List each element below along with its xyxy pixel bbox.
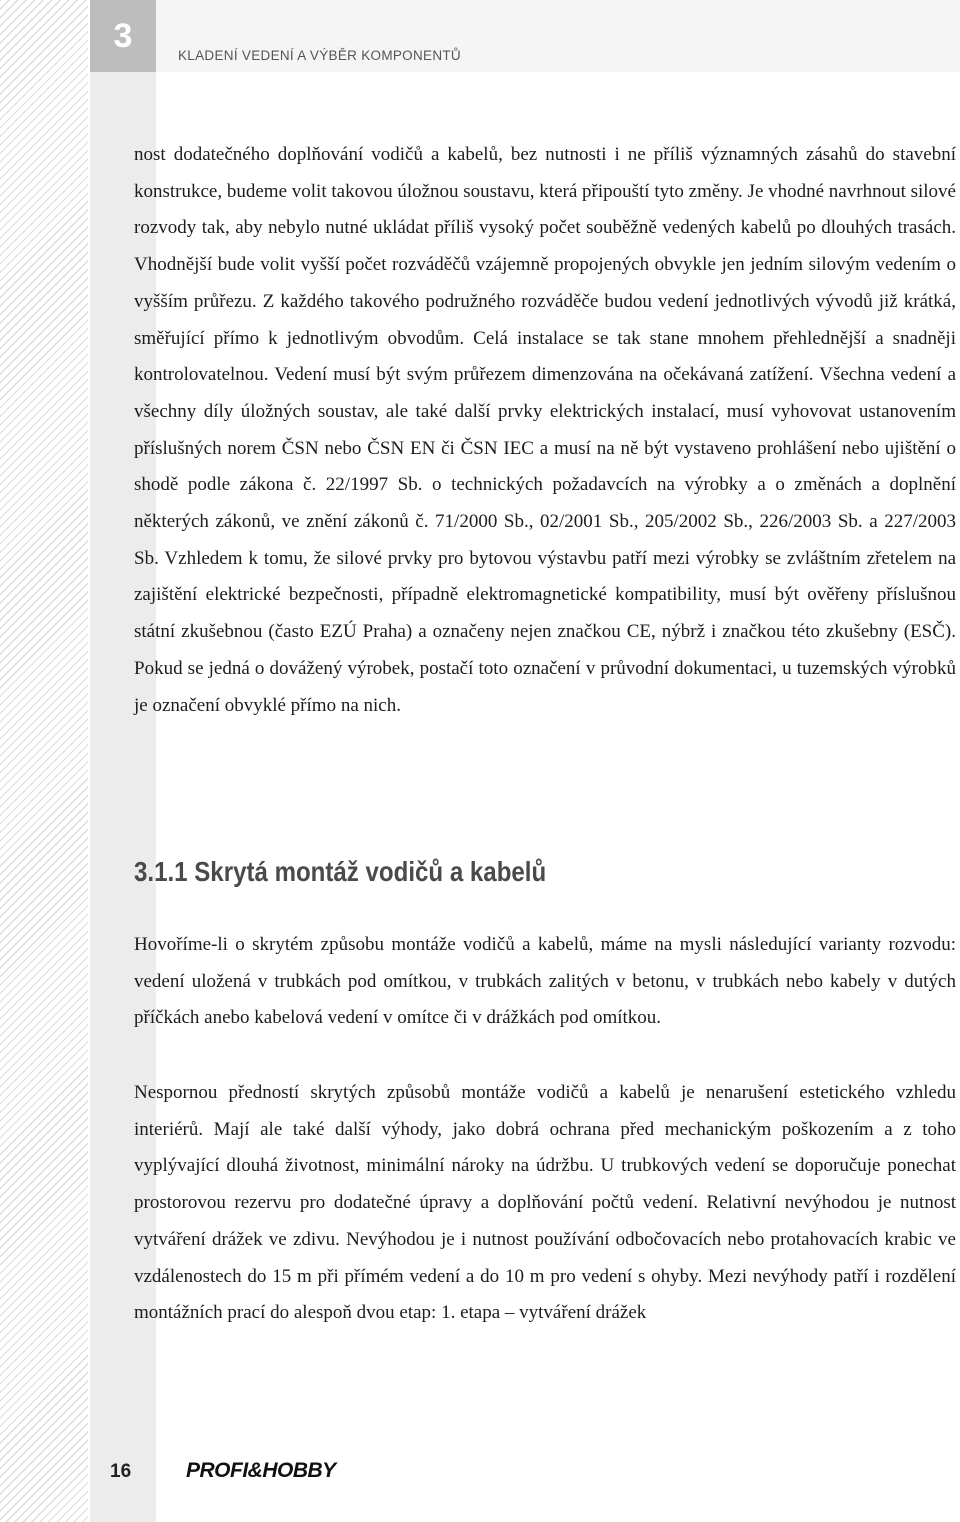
paragraph-2: Hovoříme-li o skrytém způsobu montáže vodičů a kabelů, máme na mysli následující varianty rozvodu: vedení uložená v trubkách pod omítkou, v trubkách zalitých v betonu, v trubkách nebo kabely v dutých příčkách anebo kabelová vedení v omítce či v drážkách pod omítkou. [134,934,956,1029]
page-number: 16 [110,1461,132,1482]
chapter-number: 3 [90,0,156,72]
decorative-stripe [0,0,88,1522]
paragraph-3: Nespornou předností skrytých způsobů montáže vodičů a kabelů je nenarušení estetického vzhledu interiérů. Mají ale také další výhody, jako dobrá ochrana před mechanickým poškozením a z toho vyplývající dlouhá životnost, minimální nároky na údržbu. U trubkových vedení se doporučuje ponechat prostorovou rezervu pro dodatečné úpravy a doplňování počtů vedení. Relativní nevýhodou je nutnost vytváření drážek ve zdivu. Nevýhodou je i nutnost používání odbočovacích nebo protahovacích krabic ve vzdálenostech do 15 m při přímém vedení a do 10 m pro vedení s ohyby. Mezi nevýhody patří i rozdělení montážních prací do alespoň dvou etap: 1. etapa – vytváření drážek [134,1082,956,1324]
paragraph-1: nost dodatečného doplňování vodičů a kabelů, bez nutnosti i ne příliš významných zásahů do stavební konstrukce, budeme volit takovou úložnou soustavu, která připouští tyto změny. Je vhodné navrhnout silové rozvody tak, aby nebylo nutné ukládat příliš vysoký počet souběžně vedených kabelů po dlouhých trasách. Vhodnější bude volit vyšší počet rozváděčů vzájemně propojených obvykle jen jedním silovým vedením o vyšším průřezu. Z každého takového podružného rozváděče budou vedení jednotlivých vývodů již krátká, směřující přímo k jednotlivým obvodům. Celá instalace se tak stane mnohem přehlednější a snadněji kontrolovatelnou. Vedení musí být svým průřezem dimenzována na očekávaná zatížení. Všechna vedení a všechny díly úložných soustav, ale také další prvky elektrických instalací, musí vyhovovat ustanovením příslušných norem ČSN nebo ČSN EN či ČSN IEC a musí na ně být vystaveno prohlášení nebo ujištění o shodě podle zákona č. 22/1997 Sb. o technických požadavcích na výrobky a o změnách a doplnění některých zákonů, ve znění zákonů č. 71/2000 Sb., 02/2001 Sb., 205/2002 Sb., 226/2003 Sb. a 227/2003 Sb. Vzhledem k tomu, že silové prvky pro bytovou výstavbu patří mezi výrobky se zvláštním zřetelem na zajištění elektrické bezpečnosti, případně elektromagnetické kompatibility, musí být ověřeny příslušnou státní zkušebnou (často EZÚ Praha) a označeny nejen značkou CE, nýbrž i značkou této zkušebny (ESČ). Pokud se jedná o dovážený výrobek, postačí toto označení v průvodní dokumentaci, u tuzemských výrobků je označení obvyklé přímo na nich. [134,144,956,716]
publisher-logo: PROFI&HOBBY [186,1459,336,1482]
section-heading: 3.1.1 Skrytá montáž vodičů a kabelů [134,856,547,887]
chapter-title: KLADENÍ VEDENÍ A VÝBĚR KOMPONENTŮ [178,48,461,63]
